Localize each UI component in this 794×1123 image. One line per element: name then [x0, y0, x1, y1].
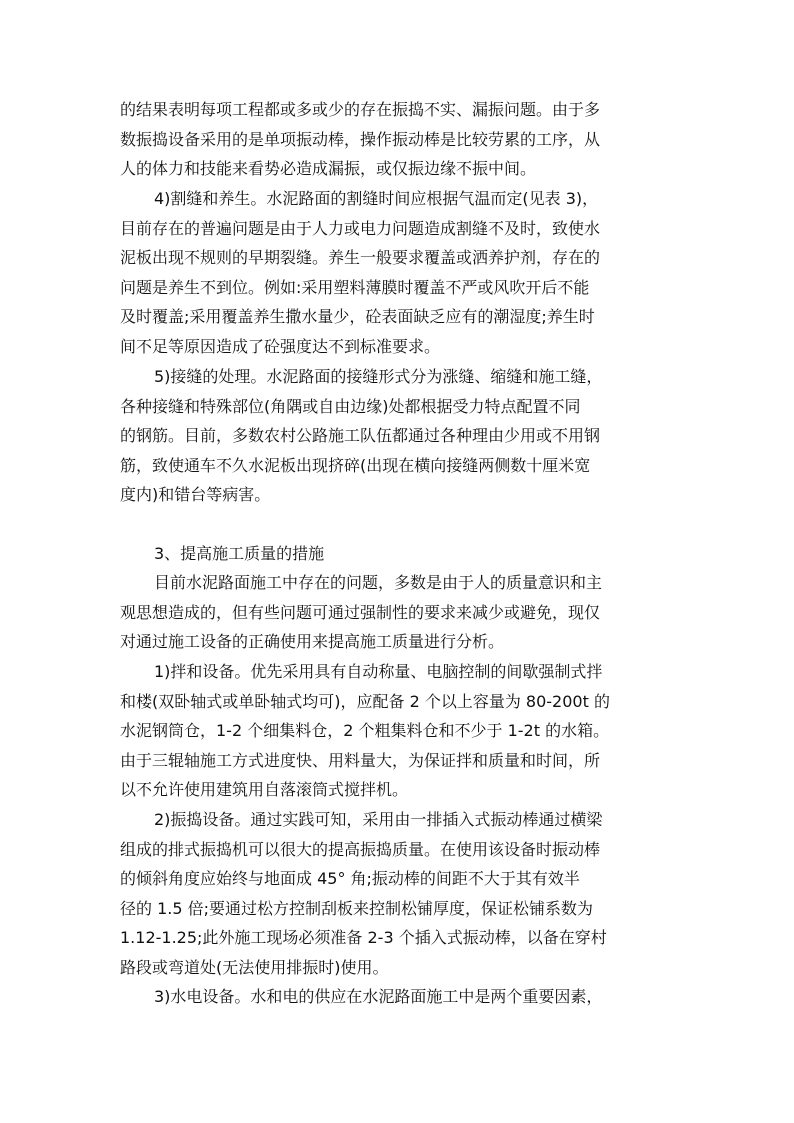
text-line: 问题是养生不到位。例如:采用塑料薄膜时覆盖不严或风吹开后不能 [120, 277, 590, 297]
text-line: 由于三辊轴施工方式进度快、用料量大，为保证拌和质量和时间，所 [120, 750, 601, 770]
text-line: 4)割缝和养生。水泥路面的割缝时间应根据气温而定(见表 3)， [154, 189, 599, 208]
text-line: 的钢筋。目前，多数农村公路施工队伍都通过各种理由少用或不用钢 [120, 426, 601, 445]
text-line: 度内)和错台等病害。 [120, 485, 271, 504]
text-line: 对通过施工设备的正确使用来提高施工质量进行分析。 [120, 632, 505, 651]
text-line: 组成的排式振捣机可以很大的提高振捣质量。在使用该设备时振动棒 [120, 839, 601, 859]
text-line: 及时覆盖;采用覆盖养生撒水量少，砼表面缺乏应有的潮湿度;养生时 [120, 307, 595, 326]
text-line: 观思想造成的，但有些问题可通过强制性的要求来减少或避免，现仅 [120, 602, 601, 622]
paragraph-mixing-equipment [120, 657, 680, 805]
text-line: 人的体力和技能来看势必造成漏振，或仅振边缘不振中间。 [120, 159, 537, 178]
text-line: 以不允许使用建筑用自落滚筒式搅拌机。 [120, 780, 409, 799]
text-line: 各种接缝和特殊部位(角隅或自由边缘)处都根据受力特点配置不同 [120, 396, 581, 416]
paragraph-water-power-equipment [120, 982, 680, 1012]
text-line: 筋，致使通车不久水泥板出现挤碎(出现在横向接缝两侧数十厘米宽 [120, 455, 591, 475]
paragraph-vibrating-equipment [120, 805, 680, 982]
text-line: 泥板出现不规则的早期裂缝。养生一般要求覆盖或洒养护剂，存在的 [120, 248, 601, 267]
text-line: 数振捣设备采用的是单项振动棒，操作振动棒是比较劳累的工序，从 [120, 129, 601, 149]
text-line: 1)拌和设备。优先采用具有自动称量、电脑控制的间歇强制式拌 [154, 662, 603, 681]
text-line: 1.12-1.25;此外施工现场必须准备 2-3 个插入式振动棒，以备在穿村 [120, 928, 607, 947]
text-line: 目前水泥路面施工中存在的问题，多数是由于人的质量意识和主 [154, 573, 603, 592]
text-line: 间不足等原因造成了砼强度达不到标准要求。 [120, 336, 441, 356]
text-line: 和楼(双卧轴式或单卧轴式均可)，应配备 2 个以上容量为 80-200t 的 [120, 691, 610, 711]
text-line: 目前存在的普遍问题是由于人力或电力问题造成割缝不及时，致使水 [120, 218, 601, 238]
text-line: 径的 1.5 倍;要通过松方控制刮板来控制松铺厚度，保证松铺系数为 [120, 898, 594, 918]
text-line: 2)振捣设备。通过实践可知，采用由一排插入式振动棒通过横梁 [154, 810, 603, 829]
paragraph-cutting-curing [120, 184, 680, 361]
paragraph-joint-treatment [120, 362, 680, 510]
text-line: 水泥钢筒仓，1-2 个细集料仓，2 个粗集料仓和不少于 1-2t 的水箱。 [120, 721, 610, 740]
text-line: 的结果表明每项工程都或多或少的存在振捣不实、漏振问题。由于多 [120, 100, 601, 119]
paragraph-vibration-result [120, 95, 680, 184]
text-line: 5)接缝的处理。水泥路面的接缝形式分为涨缝、缩缝和施工缝， [154, 367, 603, 386]
text-line: 的倾斜角度应始终与地面成 45° 角;振动棒的间距不大于其有效半 [120, 869, 580, 888]
section-title: 3、提高施工质量的措施 [154, 544, 325, 563]
text-line: 3)水电设备。水和电的供应在水泥路面施工中是两个重要因素， [154, 987, 603, 1006]
section-heading [120, 539, 680, 569]
paragraph-intro [120, 568, 680, 657]
text-line: 路段或弯道处(无法使用排振时)使用。 [120, 957, 389, 977]
